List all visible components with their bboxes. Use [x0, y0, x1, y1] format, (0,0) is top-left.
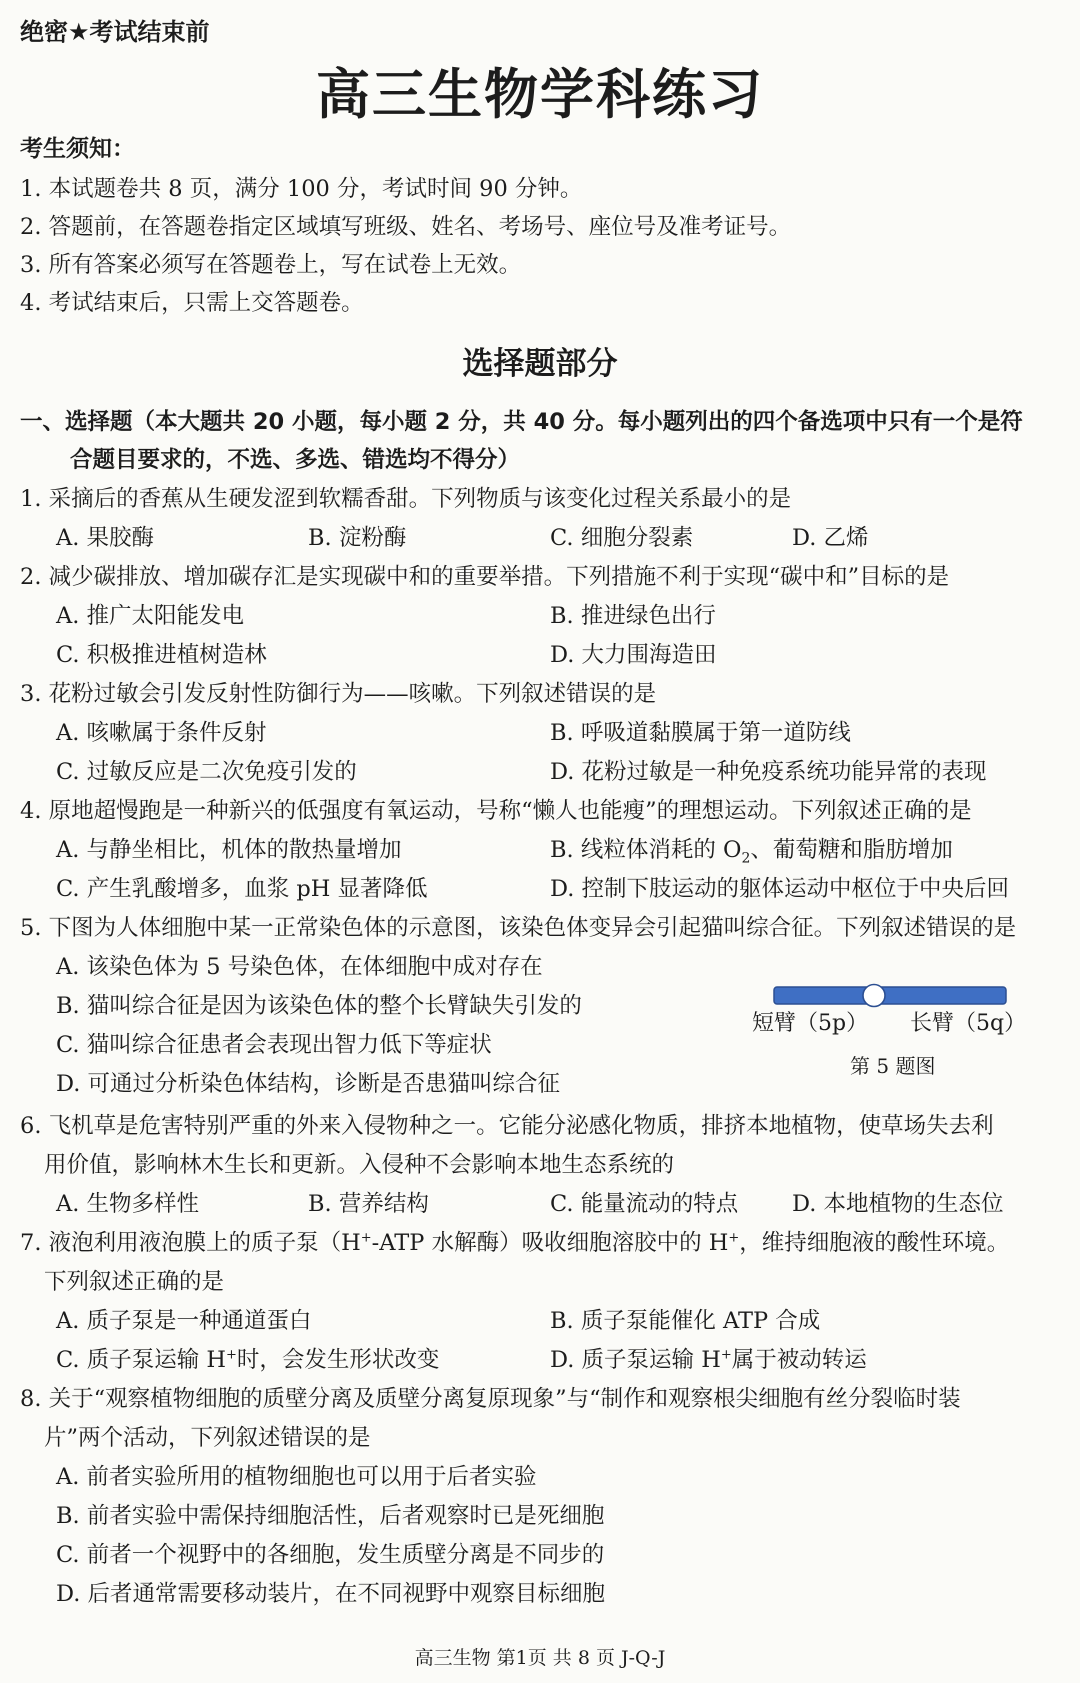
- question-1-option-a: A. 果胶酶: [56, 525, 155, 551]
- centromere: [863, 985, 885, 1007]
- section-title: 选择题部分: [462, 346, 618, 382]
- notice-item: 1. 本试题卷共 8 页，满分 100 分，考试时间 90 分钟。: [20, 176, 583, 202]
- question-2-option-a: A. 推广太阳能发电: [56, 603, 245, 629]
- question-5-stem: 5. 下图为人体细胞中某一正常染色体的示意图，该染色体变异会引起猫叫综合征。下列叙述错误的是: [20, 915, 1017, 941]
- question-8-option-a: A. 前者实验所用的植物细胞也可以用于后者实验: [56, 1464, 537, 1490]
- question-1-option-d: D. 乙烯: [792, 525, 869, 551]
- question-4-option-d: D. 控制下肢运动的躯体运动中枢位于中央后回: [550, 876, 1010, 902]
- question-6-option-d: D. 本地植物的生态位: [792, 1191, 1004, 1217]
- question-5-option-a: A. 该染色体为 5 号染色体，在体细胞中成对存在: [56, 954, 543, 980]
- chromosome-short-arm: [774, 987, 870, 1004]
- question-2-option-c: C. 积极推进植树造林: [56, 642, 267, 668]
- question-7-option-d: D. 质子泵运输 H+属于被动转运: [550, 1347, 867, 1373]
- question-6-stem-line-1: 6. 飞机草是危害特别严重的外来入侵物种之一。它能分泌感化物质，排挤本地植物，使草场失去利: [20, 1113, 994, 1139]
- notice-item: 3. 所有答案必须写在答题卷上，写在试卷上无效。: [20, 252, 522, 278]
- question-6-option-a: A. 生物多样性: [56, 1191, 200, 1217]
- page-title: 高三生物学科练习: [316, 63, 764, 126]
- question-3-option-a: A. 咳嗽属于条件反射: [56, 720, 267, 746]
- part-intro-line-1: 一、选择题（本大题共 20 小题，每小题 2 分，共 40 分。每小题列出的四个备选项中只有一个是符: [20, 409, 1023, 435]
- confidential-label: 绝密★考试结束前: [20, 18, 210, 46]
- question-7-stem-line-1: 7. 液泡利用液泡膜上的质子泵（H+-ATP 水解酶）吸收细胞溶胶中的 H+，维持细胞液的酸性环境。: [20, 1230, 1010, 1256]
- figure-label-short-arm: 短臂（5p）: [752, 1011, 869, 1036]
- question-6-option-c: C. 能量流动的特点: [550, 1191, 739, 1217]
- question-3-option-d: D. 花粉过敏是一种免疫系统功能异常的表现: [550, 759, 987, 785]
- notice-heading: 考生须知：: [20, 136, 135, 162]
- question-7-option-a: A. 质子泵是一种通道蛋白: [56, 1308, 312, 1334]
- question-5-option-d: D. 可通过分析染色体结构，诊断是否患猫叫综合征: [56, 1071, 561, 1097]
- question-8-stem-line-2: 片”两个活动，下列叙述错误的是: [44, 1425, 371, 1451]
- question-5-option-c: C. 猫叫综合征患者会表现出智力低下等症状: [56, 1032, 492, 1058]
- question-4-option-a: A. 与静坐相比，机体的散热量增加: [56, 837, 402, 863]
- question-8-option-d: D. 后者通常需要移动装片，在不同视野中观察目标细胞: [56, 1581, 606, 1607]
- question-2-option-b: B. 推进绿色出行: [550, 603, 716, 629]
- notice-item: 2. 答题前，在答题卷指定区域填写班级、姓名、考场号、座位号及准考证号。: [20, 214, 792, 240]
- question-8-stem-line-1: 8. 关于“观察植物细胞的质壁分离及质壁分离复原现象”与“制作和观察根尖细胞有丝分裂临时装: [20, 1386, 961, 1412]
- part-intro-line-2: 合题目要求的，不选、多选、错选均不得分）: [70, 447, 521, 473]
- question-4-option-c: C. 产生乳酸增多，血浆 pH 显著降低: [56, 876, 428, 902]
- page-footer: 高三生物 第1页 共 8 页 J-Q-J: [414, 1647, 666, 1669]
- question-1-option-c: C. 细胞分裂素: [550, 525, 694, 551]
- figure-caption: 第 5 题图: [850, 1054, 936, 1078]
- question-3-option-b: B. 呼吸道黏膜属于第一道防线: [550, 720, 851, 746]
- question-2-option-d: D. 大力围海造田: [550, 642, 717, 668]
- chromosome-long-arm: [878, 987, 1006, 1004]
- question-4-option-b: B. 线粒体消耗的 $O_2$、葡萄糖和脂肪增加: [550, 837, 953, 867]
- question-1-option-b: B. 淀粉酶: [308, 525, 407, 551]
- question-3-stem: 3. 花粉过敏会引发反射性防御行为——咳嗽。下列叙述错误的是: [20, 681, 657, 707]
- question-8-option-b: B. 前者实验中需保持细胞活性，后者观察时已是死细胞: [56, 1503, 605, 1529]
- question-1-stem: 1. 采摘后的香蕉从生硬发涩到软糯香甜。下列物质与该变化过程关系最小的是: [20, 486, 792, 512]
- question-6-option-b: B. 营养结构: [308, 1191, 429, 1217]
- question-8-option-c: C. 前者一个视野中的各细胞，发生质壁分离是不同步的: [56, 1542, 605, 1568]
- question-7-option-c: C. 质子泵运输 H+时，会发生形状改变: [56, 1347, 440, 1373]
- question-6-stem-line-2: 用价值，影响林木生长和更新。入侵种不会影响本地生态系统的: [44, 1152, 675, 1178]
- figure-label-long-arm: 长臂（5q）: [910, 1011, 1027, 1036]
- question-5-option-b: B. 猫叫综合征是因为该染色体的整个长臂缺失引发的: [56, 993, 582, 1019]
- notice-item: 4. 考试结束后，只需上交答题卷。: [20, 290, 364, 316]
- question-7-option-b: B. 质子泵能催化 ATP 合成: [550, 1308, 821, 1334]
- question-2-stem: 2. 减少碳排放、增加碳存汇是实现碳中和的重要举措。下列措施不利于实现“碳中和”目标的是: [20, 564, 950, 590]
- question-4-stem: 4. 原地超慢跑是一种新兴的低强度有氧运动，号称“懒人也能瘦”的理想运动。下列叙述正确的是: [20, 798, 972, 824]
- question-7-stem-line-2: 下列叙述正确的是: [44, 1269, 225, 1295]
- question-3-option-c: C. 过敏反应是二次免疫引发的: [56, 759, 357, 785]
